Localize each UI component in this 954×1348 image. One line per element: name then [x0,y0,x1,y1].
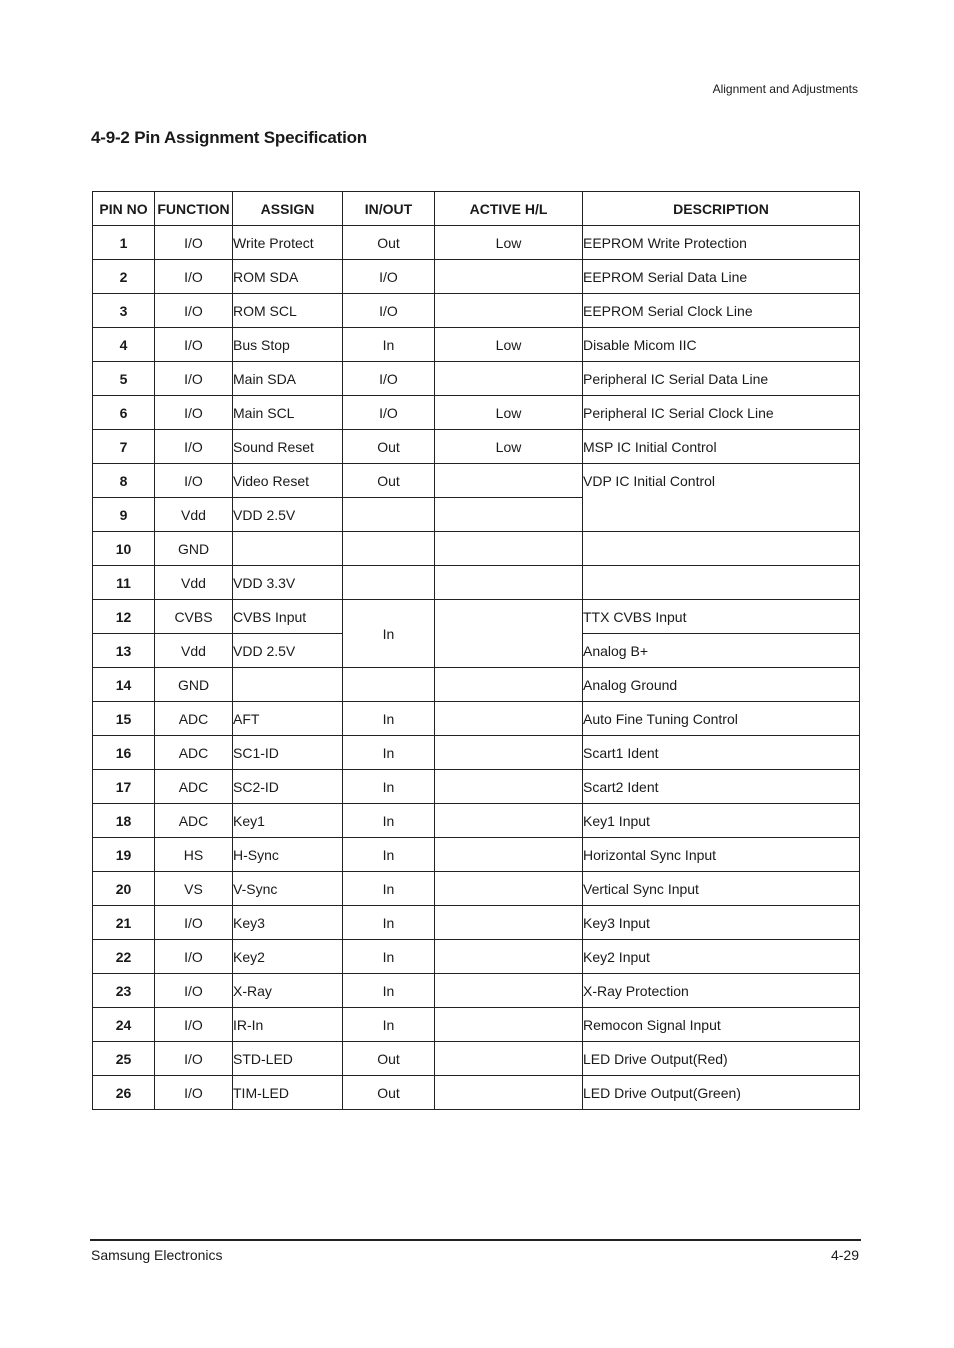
assign-cell: AFT [233,702,343,736]
description-cell: MSP IC Initial Control [583,430,860,464]
active-cell [435,260,583,294]
active-cell [435,940,583,974]
active-cell [435,906,583,940]
function-cell: CVBS [155,600,233,634]
in-out-cell [343,532,435,566]
description-cell: Disable Micom IIC [583,328,860,362]
pin-no-cell: 9 [93,498,155,532]
table-row [93,838,860,872]
assign-cell: Write Protect [233,226,343,260]
in-out-cell: In [343,940,435,974]
description-cell: VDP IC Initial Control [583,464,860,532]
function-cell: I/O [155,1076,233,1110]
active-cell [435,294,583,328]
pin-no-cell: 25 [93,1042,155,1076]
table-row [93,770,860,804]
active-cell [435,804,583,838]
function-cell: I/O [155,1042,233,1076]
pin-no-cell: 22 [93,940,155,974]
description-cell: EEPROM Write Protection [583,226,860,260]
pin-no-cell: 6 [93,396,155,430]
description-cell: Key1 Input [583,804,860,838]
in-out-cell: Out [343,1076,435,1110]
in-out-cell: In [343,736,435,770]
table-row [93,532,860,566]
active-cell [435,702,583,736]
in-out-cell: I/O [343,294,435,328]
assign-cell: CVBS Input [233,600,343,634]
function-cell: HS [155,838,233,872]
in-out-cell: In [343,702,435,736]
table-row [93,362,860,396]
pin-no-cell: 12 [93,600,155,634]
table-row [93,396,860,430]
function-cell: Vdd [155,634,233,668]
table-row [93,974,860,1008]
active-cell: Low [435,430,583,464]
function-cell: I/O [155,294,233,328]
function-cell: I/O [155,396,233,430]
pin-no-cell: 17 [93,770,155,804]
function-cell: GND [155,532,233,566]
assign-cell: STD-LED [233,1042,343,1076]
active-cell [435,1042,583,1076]
footer-divider [90,1239,861,1241]
active-cell [435,498,583,532]
pin-no-cell: 3 [93,294,155,328]
table-row [93,940,860,974]
table-header-row [93,192,860,226]
in-out-cell: In [343,328,435,362]
function-cell: ADC [155,702,233,736]
active-cell: Low [435,226,583,260]
description-cell: EEPROM Serial Clock Line [583,294,860,328]
footer-company: Samsung Electronics [91,1247,223,1263]
description-cell: Scart1 Ident [583,736,860,770]
table-body [93,226,860,1110]
function-cell: Vdd [155,498,233,532]
table-row [93,430,860,464]
in-out-cell: In [343,838,435,872]
pin-assignment-table [92,191,860,1110]
pin-no-cell: 18 [93,804,155,838]
active-cell [435,600,583,668]
function-cell: I/O [155,328,233,362]
description-cell: Remocon Signal Input [583,1008,860,1042]
in-out-cell: I/O [343,396,435,430]
function-cell: I/O [155,430,233,464]
function-cell: ADC [155,770,233,804]
pin-no-cell: 15 [93,702,155,736]
description-cell: EEPROM Serial Data Line [583,260,860,294]
pin-no-cell: 16 [93,736,155,770]
function-cell: I/O [155,906,233,940]
assign-cell: SC1-ID [233,736,343,770]
table-row [93,260,860,294]
in-out-cell: Out [343,430,435,464]
description-cell: Horizontal Sync Input [583,838,860,872]
assign-cell: Key1 [233,804,343,838]
function-cell: ADC [155,804,233,838]
column-header-description: DESCRIPTION [583,192,860,226]
description-cell: Vertical Sync Input [583,872,860,906]
active-cell [435,668,583,702]
in-out-cell: In [343,804,435,838]
function-cell: VS [155,872,233,906]
active-cell [435,974,583,1008]
column-header-active: ACTIVE H/L [435,192,583,226]
pin-no-cell: 8 [93,464,155,498]
in-out-cell [343,668,435,702]
in-out-cell: Out [343,464,435,498]
active-cell [435,362,583,396]
table-row [93,328,860,362]
table-row [93,668,860,702]
assign-cell: Key3 [233,906,343,940]
table-row [93,566,860,600]
assign-cell: X-Ray [233,974,343,1008]
footer-page-number: 4-29 [830,1247,859,1263]
in-out-cell [343,498,435,532]
assign-cell: Key2 [233,940,343,974]
description-cell: Auto Fine Tuning Control [583,702,860,736]
assign-cell [233,532,343,566]
pin-no-cell: 23 [93,974,155,1008]
pin-no-cell: 7 [93,430,155,464]
section-title: 4-9-2 Pin Assignment Specification [91,128,367,147]
table-row [93,1008,860,1042]
assign-cell: V-Sync [233,872,343,906]
description-cell: Analog Ground [583,668,860,702]
function-cell: I/O [155,940,233,974]
assign-cell [233,668,343,702]
assign-cell: Video Reset [233,464,343,498]
function-cell: GND [155,668,233,702]
active-cell: Low [435,396,583,430]
column-header-pin-no: PIN NO [93,192,155,226]
assign-cell: VDD 2.5V [233,634,343,668]
assign-cell: VDD 3.3V [233,566,343,600]
function-cell: I/O [155,226,233,260]
function-cell: I/O [155,260,233,294]
in-out-cell: In [343,974,435,1008]
table-row [93,464,860,498]
assign-cell: Bus Stop [233,328,343,362]
active-cell [435,566,583,600]
assign-cell: ROM SDA [233,260,343,294]
pin-no-cell: 20 [93,872,155,906]
description-cell: X-Ray Protection [583,974,860,1008]
pin-no-cell: 10 [93,532,155,566]
active-cell [435,1076,583,1110]
pin-no-cell: 24 [93,1008,155,1042]
column-header-in-out: IN/OUT [343,192,435,226]
description-cell: Scart2 Ident [583,770,860,804]
table-row [93,226,860,260]
active-cell [435,838,583,872]
pin-no-cell: 11 [93,566,155,600]
table-row [93,872,860,906]
description-cell: Peripheral IC Serial Data Line [583,362,860,396]
assign-cell: Main SCL [233,396,343,430]
function-cell: ADC [155,736,233,770]
description-cell: Key3 Input [583,906,860,940]
in-out-cell: In [343,600,435,668]
description-cell: Peripheral IC Serial Clock Line [583,396,860,430]
assign-cell: VDD 2.5V [233,498,343,532]
assign-cell: IR-In [233,1008,343,1042]
pin-no-cell: 2 [93,260,155,294]
column-header-assign: ASSIGN [233,192,343,226]
pin-no-cell: 21 [93,906,155,940]
pin-no-cell: 5 [93,362,155,396]
table-row [93,906,860,940]
active-cell [435,532,583,566]
in-out-cell [343,566,435,600]
pin-no-cell: 26 [93,1076,155,1110]
description-cell: Analog B+ [583,634,860,668]
in-out-cell: In [343,872,435,906]
active-cell [435,770,583,804]
assign-cell: H-Sync [233,838,343,872]
table-row [93,294,860,328]
in-out-cell: I/O [343,260,435,294]
assign-cell: ROM SCL [233,294,343,328]
active-cell [435,872,583,906]
in-out-cell: Out [343,226,435,260]
table-row [93,600,860,634]
in-out-cell: Out [343,1042,435,1076]
pin-no-cell: 4 [93,328,155,362]
description-cell: TTX CVBS Input [583,600,860,634]
in-out-cell: In [343,770,435,804]
function-cell: I/O [155,974,233,1008]
description-cell: Key2 Input [583,940,860,974]
table-row [93,1076,860,1110]
pin-no-cell: 13 [93,634,155,668]
description-cell [583,532,860,566]
active-cell [435,1008,583,1042]
pin-no-cell: 14 [93,668,155,702]
table-row [93,804,860,838]
function-cell: Vdd [155,566,233,600]
function-cell: I/O [155,362,233,396]
table-row [93,736,860,770]
description-cell: LED Drive Output(Red) [583,1042,860,1076]
pin-no-cell: 1 [93,226,155,260]
active-cell [435,464,583,498]
pin-no-cell: 19 [93,838,155,872]
description-cell: LED Drive Output(Green) [583,1076,860,1110]
active-cell: Low [435,328,583,362]
description-cell [583,566,860,600]
in-out-cell: In [343,1008,435,1042]
assign-cell: SC2-ID [233,770,343,804]
function-cell: I/O [155,464,233,498]
running-header: Alignment and Adjustments [712,82,858,96]
column-header-function: FUNCTION [155,192,233,226]
in-out-cell: I/O [343,362,435,396]
assign-cell: Main SDA [233,362,343,396]
assign-cell: TIM-LED [233,1076,343,1110]
in-out-cell: In [343,906,435,940]
table-row [93,1042,860,1076]
active-cell [435,736,583,770]
assign-cell: Sound Reset [233,430,343,464]
function-cell: I/O [155,1008,233,1042]
table-row [93,702,860,736]
